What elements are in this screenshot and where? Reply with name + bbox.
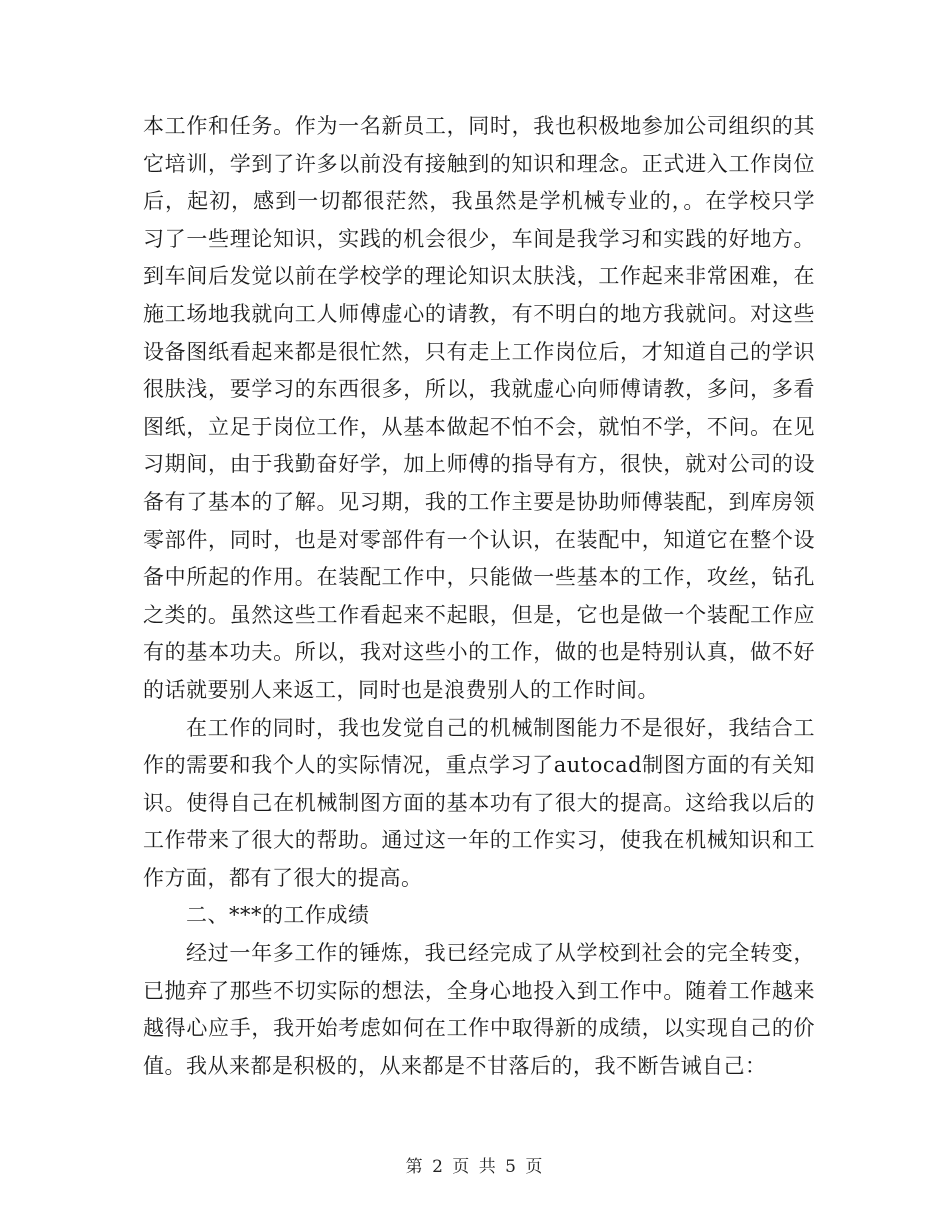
paragraph-2: 在工作的同时，我也发觉自己的机械制图能力不是很好，我结合工作的需要和我个人的实际情况，重点学习了autocad制图方面的有关知识。使得自己在机械制图方面的基本功有了很大的提高。这给我以后的工作带来了很大的帮助。通过这一年的工作实习，使我在机械知识和工作方面，都有了很大的提高。 <box>143 715 815 890</box>
paragraph-1: 本工作和任务。作为一名新员工，同时，我也积极地参加公司组织的其它培训，学到了许多以前没有接触到的知识和理念。正式进入工作岗位后，起初，感到一切都很茫然，我虽然是学机械专业的，。在学校只学习了一些理论知识，实践的机会很少，车间是我学习和实践的好地方。到车间后发觉以前在学校学的理论知识太肤浅，工作起来非常困难，在施工场地我就向工人师傅虚心的请教，有不明白的地方我就问。对这些设备图纸看起来都是很忙然，只有走上工作岗位后，才知道自己的学识很肤浅，要学习的东西很多，所以，我就虚心向师傅请教，多问，多看图纸，立足于岗位工作，从基本做起不怕不会，就怕不学，不问。在见习期间，由于我勤奋好学，加上师傅的指导有方，很快，就对公司的设备有了基本的了解。见习期，我的工作主要是协助师傅装配，到库房领零部件，同时，也是对零部件有一个认识，在装配中，知道它在整个设备中所起的作用。在装配工作中，只能做一些基本的工作，攻丝，钻孔之类的。虽然这些工作看起来不起眼，但是，它也是做一个装配工作应有的基本功夫。所以，我对这些小的工作，做的也是特别认真，做不好的话就要别人来返工，同时也是浪费别人的工作时间。 <box>143 114 815 702</box>
paragraph-3: 经过一年多工作的锤炼，我已经完成了从学校到社会的完全转变，已抛弃了那些不切实际的想法，全身心地投入到工作中。随着工作越来越得心应手，我开始考虑如何在工作中取得新的成绩，以实现自己的价值。我从来都是积极的，从来都是不甘落后的，我不断告诫自己： <box>143 941 815 1078</box>
document-body <box>143 108 815 1085</box>
page-footer: 第 2 页 共 5 页 <box>405 1157 545 1177</box>
section-heading: 二、***的工作成绩 <box>186 903 370 928</box>
